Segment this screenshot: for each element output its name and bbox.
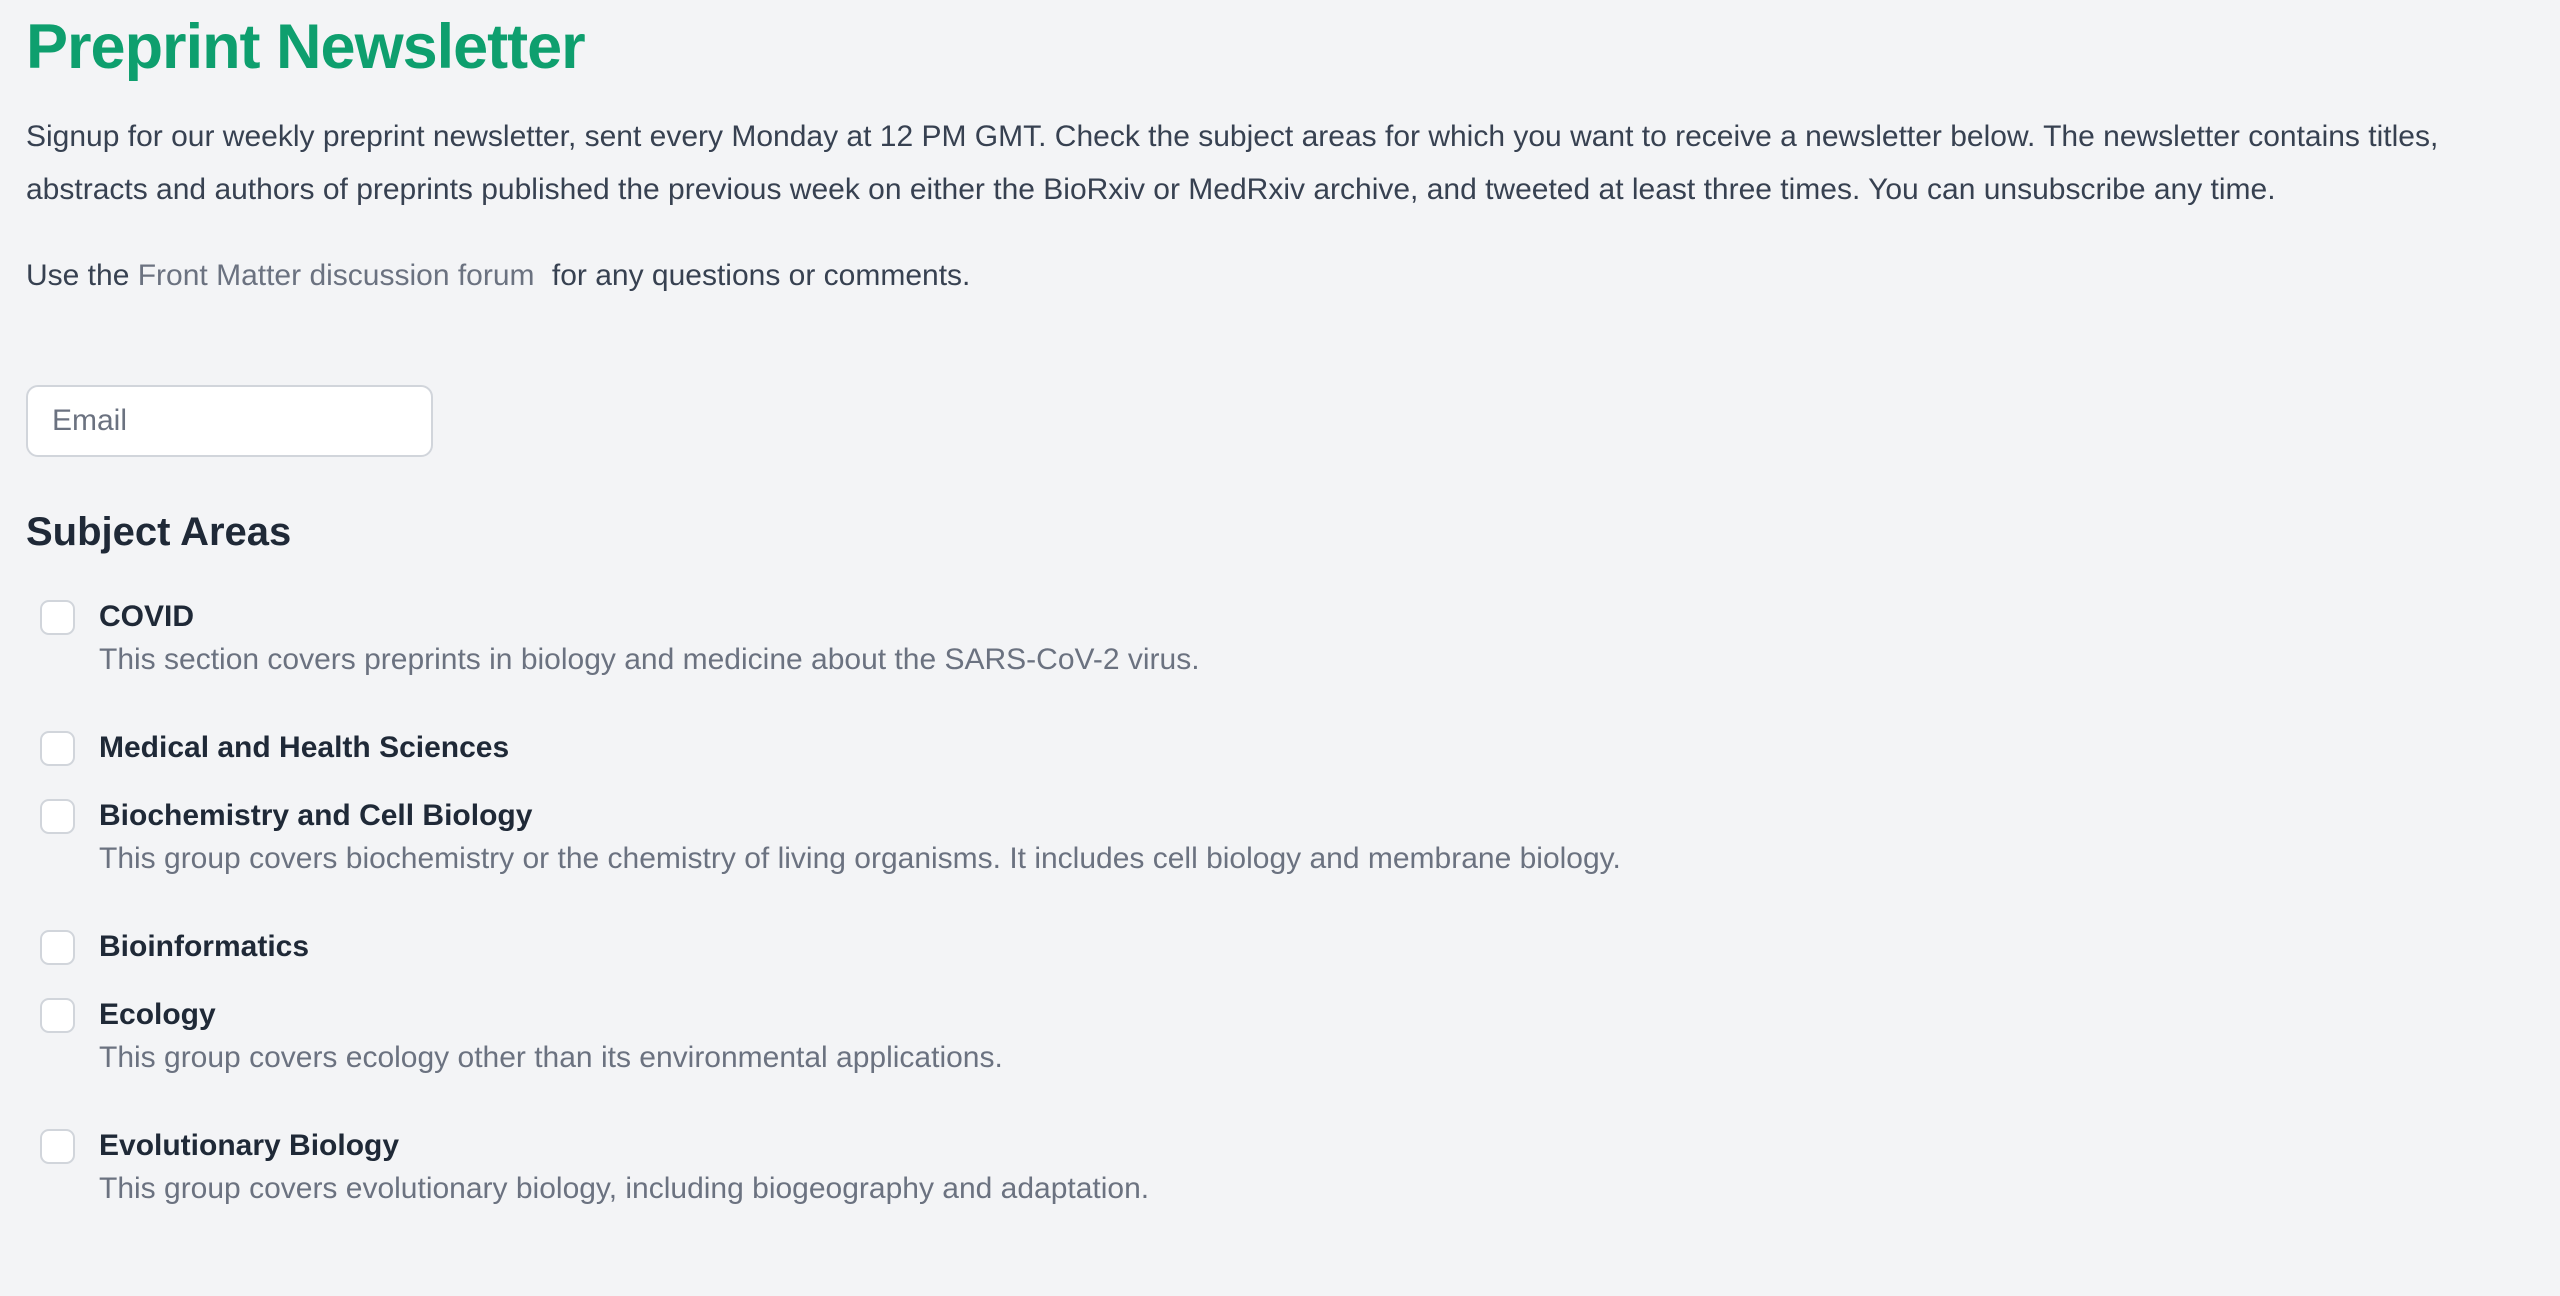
subject-description: This group covers ecology other than its environmental applications.	[99, 1041, 1003, 1074]
subject-label[interactable]: Biochemistry and Cell Biology	[99, 799, 533, 832]
subject-item	[26, 994, 2534, 1099]
subject-label[interactable]: Ecology	[99, 998, 216, 1031]
forum-line-prefix: Use the	[26, 259, 138, 292]
subject-item	[26, 727, 2534, 769]
subject-checkbox[interactable]	[40, 1129, 75, 1164]
subject-checkbox[interactable]	[40, 930, 75, 965]
subject-description: This section covers preprints in biology and medicine about the SARS-CoV-2 virus.	[99, 643, 1200, 676]
subject-text	[99, 1125, 1149, 1230]
subject-description: This group covers biochemistry or the chemistry of living organisms. It includes cell biology and membrane biology.	[99, 842, 1621, 875]
intro-paragraph: Signup for our weekly preprint newsletter, sent every Monday at 12 PM GMT. Check the subject areas for which you want to receive a newsletter below. The newsletter contains titles, abstracts and authors of preprints published the previous week on either the BioRxiv or MedRxiv archive, and tweeted at least three times. You can unsubscribe any time.	[26, 120, 2439, 206]
subject-label[interactable]: Bioinformatics	[99, 930, 310, 963]
subject-text	[99, 596, 1200, 701]
subject-text	[99, 795, 1621, 900]
subject-item	[26, 596, 2534, 701]
subject-checkbox[interactable]	[40, 731, 75, 766]
subject-areas-list	[26, 596, 2534, 1230]
forum-link[interactable]: Front Matter discussion forum	[137, 259, 535, 292]
subject-areas-heading: Subject Areas	[26, 510, 292, 554]
subject-label[interactable]: COVID	[99, 600, 195, 633]
forum-line-suffix: for any questions or comments.	[543, 259, 971, 292]
subject-description: This group covers evolutionary biology, including biogeography and adaptation.	[99, 1172, 1150, 1205]
subject-text	[99, 926, 309, 968]
subject-label[interactable]: Medical and Health Sciences	[99, 731, 510, 764]
subject-label[interactable]: Evolutionary Biology	[99, 1129, 400, 1162]
subject-checkbox[interactable]	[40, 600, 75, 635]
subject-checkbox[interactable]	[40, 998, 75, 1033]
subject-item	[26, 926, 2534, 968]
subject-text	[99, 994, 1003, 1099]
subject-item	[26, 795, 2534, 900]
subject-text	[99, 727, 509, 769]
subject-checkbox[interactable]	[40, 799, 75, 834]
page-title: Preprint Newsletter	[26, 12, 585, 82]
forum-paragraph	[26, 249, 2534, 302]
subject-item	[26, 1125, 2534, 1230]
email-input[interactable]	[26, 385, 433, 457]
